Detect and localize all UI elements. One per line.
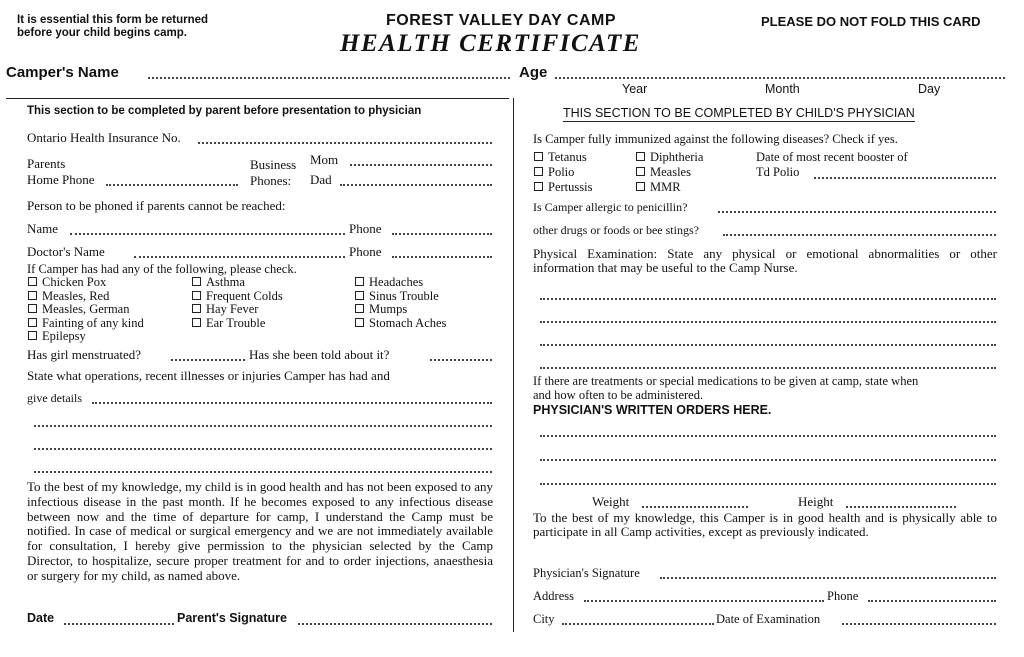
condition-item[interactable]: Fainting of any kind: [28, 317, 144, 331]
immunization-item[interactable]: Diphtheria: [636, 150, 703, 165]
checkbox[interactable]: [28, 277, 37, 286]
doctor-phone-field[interactable]: [392, 256, 492, 258]
home-phone-field[interactable]: [106, 184, 238, 186]
checkbox[interactable]: [192, 291, 201, 300]
age-field[interactable]: [555, 77, 1005, 79]
physician-signature-field[interactable]: [660, 577, 996, 579]
immunization-item[interactable]: MMR: [636, 180, 703, 195]
orders-line-2[interactable]: [540, 459, 996, 461]
condition-item[interactable]: Hay Fever: [192, 303, 283, 317]
emergency-phone-field[interactable]: [392, 233, 492, 235]
month-label: Month: [765, 82, 800, 96]
camper-name-field[interactable]: [148, 77, 510, 79]
condition-item[interactable]: Asthma: [192, 276, 283, 290]
checkbox[interactable]: [534, 167, 543, 176]
checkbox[interactable]: [355, 291, 364, 300]
told-label: Has she been told about it?: [249, 347, 390, 362]
physician-orders-label: PHYSICIAN'S WRITTEN ORDERS HERE.: [533, 403, 772, 417]
physician-section-title: THIS SECTION TO BE COMPLETED BY CHILD'S PHYSICIAN: [563, 106, 915, 120]
physical-exam-line-2[interactable]: [540, 321, 996, 323]
checkbox[interactable]: [636, 167, 645, 176]
ohip-field[interactable]: [198, 142, 492, 144]
treatments-text-1: If there are treatments or special medications to be given at camp, state when: [533, 374, 919, 388]
weight-field[interactable]: [642, 506, 748, 508]
condition-item[interactable]: Mumps: [355, 303, 446, 317]
condition-item[interactable]: Measles, Red: [28, 290, 144, 304]
emergency-phone-label: Phone: [349, 221, 382, 236]
immunizations-col-2: [636, 150, 703, 195]
details-line-3[interactable]: [34, 448, 492, 450]
emergency-label: Person to be phoned if parents cannot be reached:: [27, 198, 286, 213]
physician-phone-field[interactable]: [868, 600, 996, 602]
return-note-line-1: It is essential this form be returned: [17, 14, 209, 26]
condition-item[interactable]: Epilepsy: [28, 330, 144, 344]
age-label: Age: [519, 64, 548, 81]
checkbox[interactable]: [355, 304, 364, 313]
checkbox[interactable]: [636, 182, 645, 191]
physical-exam-line-1[interactable]: [540, 298, 996, 300]
immunization-item[interactable]: Polio: [534, 165, 592, 180]
penicillin-label: Is Camper allergic to penicillin?: [533, 200, 688, 214]
penicillin-field[interactable]: [718, 211, 996, 213]
physical-exam-text: Physical Examination: State any physical or emotional abnormalities or other information that may be useful to the Camp Nurse.: [533, 246, 997, 275]
date-field[interactable]: [64, 623, 174, 625]
give-details-label: give details: [27, 391, 82, 405]
condition-item[interactable]: Measles, German: [28, 303, 144, 317]
condition-item[interactable]: Sinus Trouble: [355, 290, 446, 304]
address-field[interactable]: [584, 600, 824, 602]
doctor-phone-label: Phone: [349, 244, 382, 259]
mom-label: Mom: [310, 152, 339, 167]
checkbox[interactable]: [534, 182, 543, 191]
camper-name-label: Camper's Name: [6, 64, 119, 81]
city-label: City: [533, 612, 555, 626]
left-top-rule: [6, 98, 509, 99]
date-label: Date: [27, 611, 55, 625]
doctor-name-label: Doctor's Name: [27, 244, 105, 259]
physician-signature-label: Physician's Signature: [533, 566, 640, 580]
phones-label: Phones:: [250, 173, 292, 188]
checkbox[interactable]: [28, 318, 37, 327]
column-divider: [513, 98, 514, 632]
parent-signature-label: Parent's Signature: [177, 611, 287, 625]
booster-date-field[interactable]: [814, 177, 996, 179]
checkbox[interactable]: [355, 277, 364, 286]
details-line-2[interactable]: [34, 425, 492, 427]
physical-exam-line-4[interactable]: [540, 367, 996, 369]
menstruated-field[interactable]: [171, 359, 245, 361]
emergency-name-field[interactable]: [70, 233, 345, 235]
immunization-item[interactable]: Measles: [636, 165, 703, 180]
city-field[interactable]: [562, 623, 714, 625]
details-line-4[interactable]: [34, 471, 492, 473]
exam-date-label: Date of Examination: [716, 612, 821, 626]
condition-item[interactable]: Headaches: [355, 276, 446, 290]
form-title: HEALTH CERTIFICATE: [340, 30, 641, 57]
condition-item[interactable]: Frequent Colds: [192, 290, 283, 304]
dad-phone-field[interactable]: [340, 184, 492, 186]
address-label: Address: [533, 589, 574, 603]
ohip-label: Ontario Health Insurance No.: [27, 130, 181, 145]
physician-phone-label: Phone: [827, 589, 859, 603]
checkbox[interactable]: [192, 318, 201, 327]
told-field[interactable]: [430, 359, 492, 361]
parents-label: Parents: [27, 156, 66, 171]
booster-label: Date of most recent booster of: [756, 150, 908, 164]
condition-item[interactable]: Stomach Aches: [355, 317, 446, 331]
return-note: [17, 14, 208, 40]
year-label: Year: [622, 82, 648, 96]
return-note-line-2: before your child begins camp.: [17, 27, 187, 39]
height-field[interactable]: [846, 506, 956, 508]
conditions-col-2: [192, 276, 283, 330]
day-label: Day: [918, 82, 941, 96]
conditions-col-3: [355, 276, 446, 330]
camp-name: FOREST VALLEY DAY CAMP: [386, 12, 616, 29]
mom-phone-field[interactable]: [350, 164, 492, 166]
immunization-item[interactable]: Pertussis: [534, 180, 592, 195]
fold-note: PLEASE DO NOT FOLD THIS CARD: [761, 14, 981, 29]
exam-date-field[interactable]: [842, 623, 996, 625]
emergency-name-label: Name: [27, 221, 59, 236]
immunized-label: Is Camper fully immunized against the following diseases? Check if yes.: [533, 132, 898, 146]
details-line-1[interactable]: [92, 402, 492, 404]
checkbox[interactable]: [28, 291, 37, 300]
conditions-intro: If Camper has had any of the following, please check.: [27, 262, 297, 276]
parent-section-title: This section to be completed by parent before presentation to physician: [27, 105, 422, 117]
physician-fitness-text: To the best of my knowledge, this Camper is in good health and is physically able to participate in all Camp activities, except as previously indicated.: [533, 510, 997, 539]
weight-label: Weight: [592, 494, 630, 509]
operations-label: State what operations, recent illnesses or injuries Camper has had and: [27, 368, 390, 383]
treatments-text-2: and how often to be administered.: [533, 388, 704, 402]
home-phone-label: Home Phone: [27, 172, 95, 187]
checkbox[interactable]: [192, 277, 201, 286]
other-drugs-field[interactable]: [723, 234, 996, 236]
checkbox[interactable]: [534, 152, 543, 161]
checkbox[interactable]: [28, 304, 37, 313]
condition-item[interactable]: Ear Trouble: [192, 317, 283, 331]
condition-item[interactable]: Chicken Pox: [28, 276, 144, 290]
conditions-col-1: [28, 276, 144, 344]
checkbox[interactable]: [636, 152, 645, 161]
height-label: Height: [798, 494, 834, 509]
checkbox[interactable]: [355, 318, 364, 327]
physical-exam-line-3[interactable]: [540, 344, 996, 346]
business-label: Business: [250, 157, 297, 172]
immunization-item[interactable]: Tetanus: [534, 150, 592, 165]
parent-consent-text: To the best of my knowledge, my child is in good health and has not been exposed to any infectious disease in the past month. If he becomes exposed to any infectious disease between now and the time of departure for camp, I understand the Camp must be notified. In case of medical or surgical emergency and we are not immediately available for consultation, I hereby give permission to the physician selected by the Camp Director, to hospitalize, secure proper treatment for and to order injections, anaesthesia or surgery for my child, as named above.: [27, 479, 493, 583]
dad-label: Dad: [310, 172, 332, 187]
booster-td-polio-label: Td Polio: [756, 165, 800, 179]
parent-signature-field[interactable]: [298, 623, 492, 625]
orders-line-3[interactable]: [540, 483, 996, 485]
doctor-name-field[interactable]: [134, 256, 345, 258]
menstruated-label: Has girl menstruated?: [27, 347, 142, 362]
orders-line-1[interactable]: [540, 435, 996, 437]
checkbox[interactable]: [192, 304, 201, 313]
other-drugs-label: other drugs or foods or bee stings?: [533, 223, 699, 237]
immunizations-col-1: [534, 150, 592, 195]
checkbox[interactable]: [28, 331, 37, 340]
